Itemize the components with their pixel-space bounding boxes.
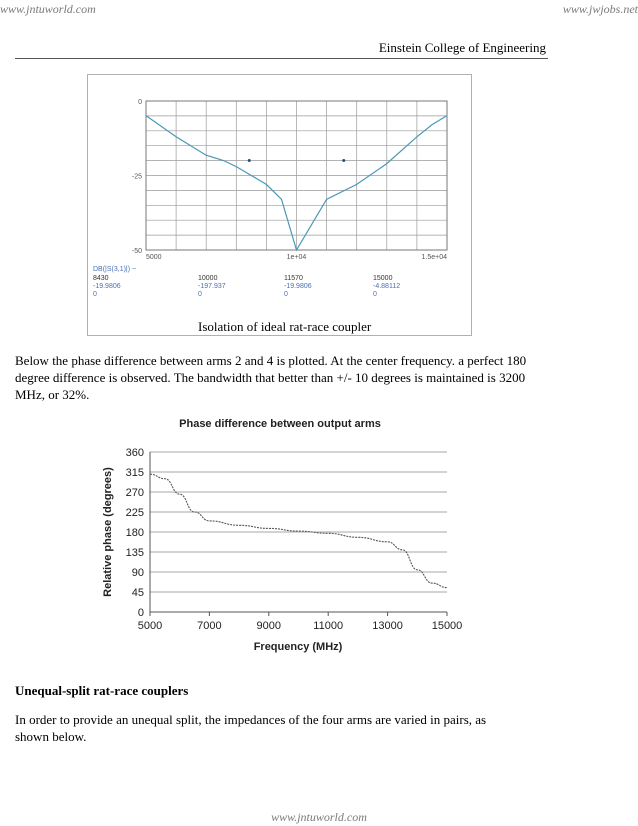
y-tick-label: 135 — [125, 547, 144, 559]
marker-table-cell: 0 — [198, 291, 202, 298]
y-tick-label: 180 — [125, 527, 144, 539]
phase-difference-chart — [100, 408, 462, 660]
x-tick-label: 7000 — [197, 620, 222, 632]
x-tick-label: 5000 — [137, 620, 163, 632]
chart-title: Phase difference between output arms — [179, 418, 381, 430]
marker-table-cell: 0 — [373, 291, 377, 298]
y-tick-label: -25 — [131, 173, 142, 181]
marker-table-cell: -4.88112 — [373, 283, 401, 290]
paragraph-phase: Below the phase difference between arms 2 and 4 is plotted. At the center frequency. a perfect 180 degree difference is observed. The bandwidth that better than +/- 10 degrees is maintained is 3200 MHz, or 32%. — [15, 353, 527, 402]
watermark-right: www.jwjobs.net — [562, 2, 638, 16]
marker-table-cell: 8430 — [93, 275, 109, 282]
header-rule — [15, 58, 548, 59]
header-college: Einstein College of Engineering — [378, 40, 546, 55]
y-tick-label: 315 — [125, 467, 144, 479]
watermark-left: www.jntuworld.com — [0, 2, 96, 16]
y-tick-label: -50 — [131, 248, 142, 255]
x-tick-label: 1e+04 — [286, 254, 307, 261]
y-tick-label: 225 — [125, 507, 144, 519]
phase-difference-line — [150, 474, 447, 587]
x-tick-label: 9000 — [256, 620, 282, 632]
marker-table-cell: 0 — [93, 291, 97, 298]
y-tick-label: 0 — [137, 607, 144, 619]
y-tick-label: 90 — [131, 567, 144, 579]
marker-table-cell: -197.937 — [198, 283, 226, 290]
x-tick-label: 15000 — [431, 620, 462, 632]
y-tick-label: 0 — [138, 99, 142, 106]
marker-table-cell: -19.9806 — [93, 283, 121, 290]
x-tick-label: 13000 — [372, 620, 403, 632]
marker-table-cell: 11570 — [284, 275, 303, 282]
isolation-figure — [87, 74, 472, 336]
y-tick-label: 270 — [125, 487, 144, 499]
y-axis-label: Relative phase (degrees) — [102, 467, 114, 597]
x-axis-label: Frequency (MHz) — [253, 641, 343, 653]
marker-table-cell: 10000 — [198, 275, 218, 282]
x-tick-label: 1.5e+04 — [421, 254, 447, 261]
trace-marker — [248, 159, 251, 162]
y-tick-label: 45 — [131, 587, 144, 599]
marker-table-cell: 15000 — [373, 275, 393, 282]
footer-watermark: www.jntuworld.com — [271, 810, 367, 824]
marker-table-cell: -19.9806 — [284, 283, 312, 290]
figure1-caption: Isolation of ideal rat-race coupler — [198, 319, 372, 334]
x-tick-label: 11000 — [313, 620, 344, 632]
section-heading-unequal-split: Unequal-split rat-race couplers — [15, 683, 189, 698]
y-tick-label: 360 — [125, 447, 144, 459]
x-tick-label: 5000 — [146, 254, 162, 261]
isolation-plot — [88, 75, 471, 335]
marker-table-title: DB(|S(3,1)|) ~ — [93, 266, 137, 273]
paragraph-unequal: In order to provide an unequal split, the impedances of the four arms are varied in pairs, as shown below. — [15, 712, 487, 744]
marker-table-cell: 0 — [284, 291, 288, 298]
trace-marker — [342, 159, 345, 162]
